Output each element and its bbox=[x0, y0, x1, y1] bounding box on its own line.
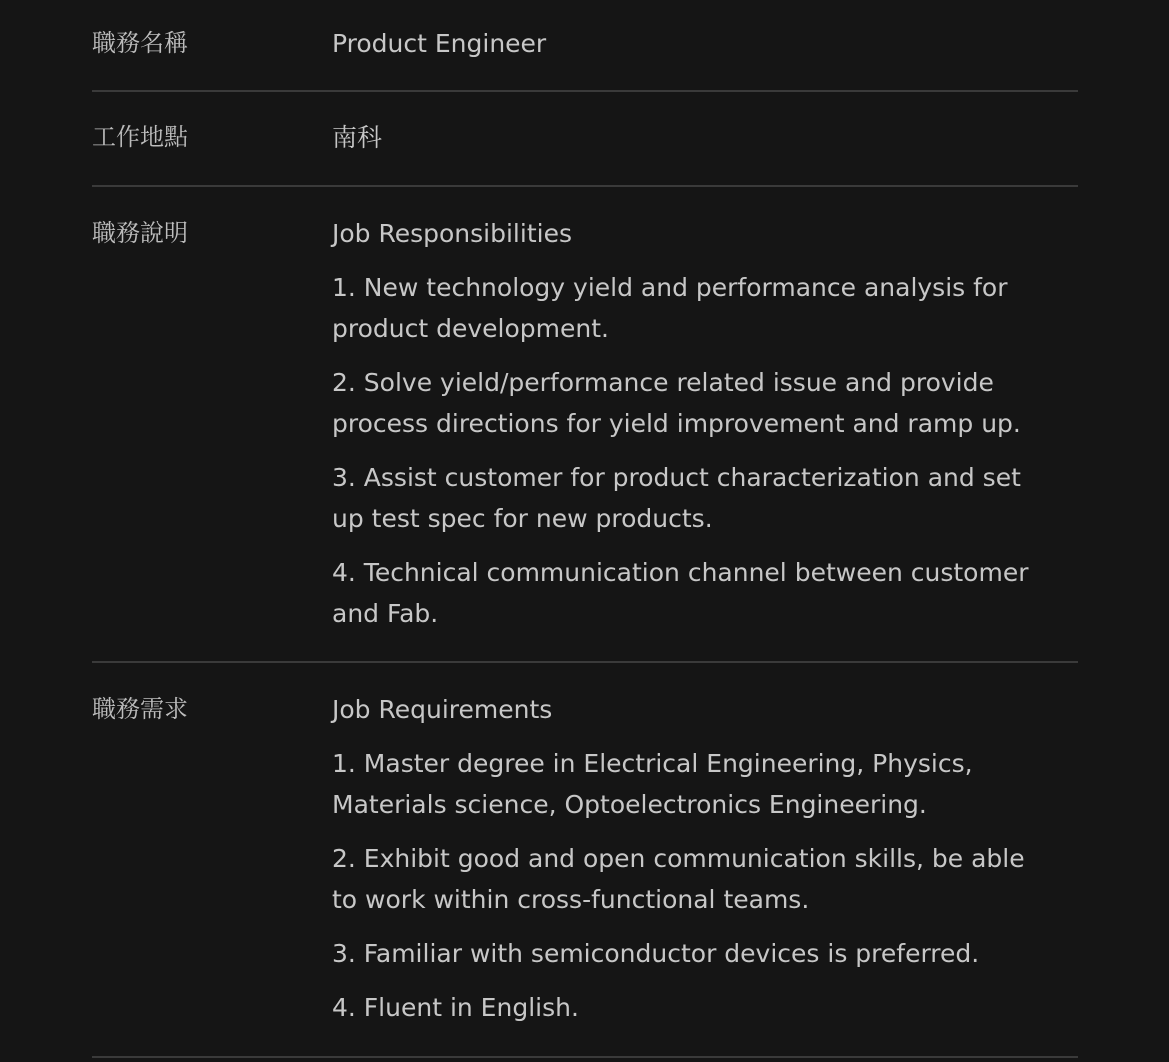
description-heading: Job Responsibilities bbox=[332, 219, 572, 248]
description-content bbox=[332, 213, 1037, 634]
row-location bbox=[92, 92, 1078, 187]
requirements-item: 4. Fluent in English. bbox=[332, 993, 579, 1022]
requirements-content bbox=[332, 689, 1037, 1028]
requirements-item: 2. Exhibit good and open communication skills, be able to work within cross-functional teams. bbox=[332, 844, 1025, 914]
label-job-description: 職務說明 bbox=[92, 219, 188, 247]
value-job-title: Product Engineer bbox=[332, 29, 547, 58]
label-job-title: 職務名稱 bbox=[92, 29, 188, 57]
requirements-item: 1. Master degree in Electrical Engineering, Physics, Materials science, Optoelectronics Engineering. bbox=[332, 749, 973, 819]
description-item: 3. Assist customer for product characterization and set up test spec for new products. bbox=[332, 463, 1021, 533]
description-item: 4. Technical communication channel between customer and Fab. bbox=[332, 558, 1029, 628]
row-job-requirements bbox=[92, 663, 1078, 1058]
label-job-requirements: 職務需求 bbox=[92, 695, 188, 723]
row-job-title bbox=[92, 0, 1078, 92]
description-item: 2. Solve yield/performance related issue and provide process directions for yield improvement and ramp up. bbox=[332, 368, 1021, 438]
requirements-item: 3. Familiar with semiconductor devices is preferred. bbox=[332, 939, 980, 968]
row-job-description bbox=[92, 187, 1078, 663]
value-location: 南科 bbox=[332, 123, 383, 152]
label-location: 工作地點 bbox=[92, 123, 188, 151]
requirements-heading: Job Requirements bbox=[332, 695, 553, 724]
description-item: 1. New technology yield and performance analysis for product development. bbox=[332, 273, 1008, 343]
